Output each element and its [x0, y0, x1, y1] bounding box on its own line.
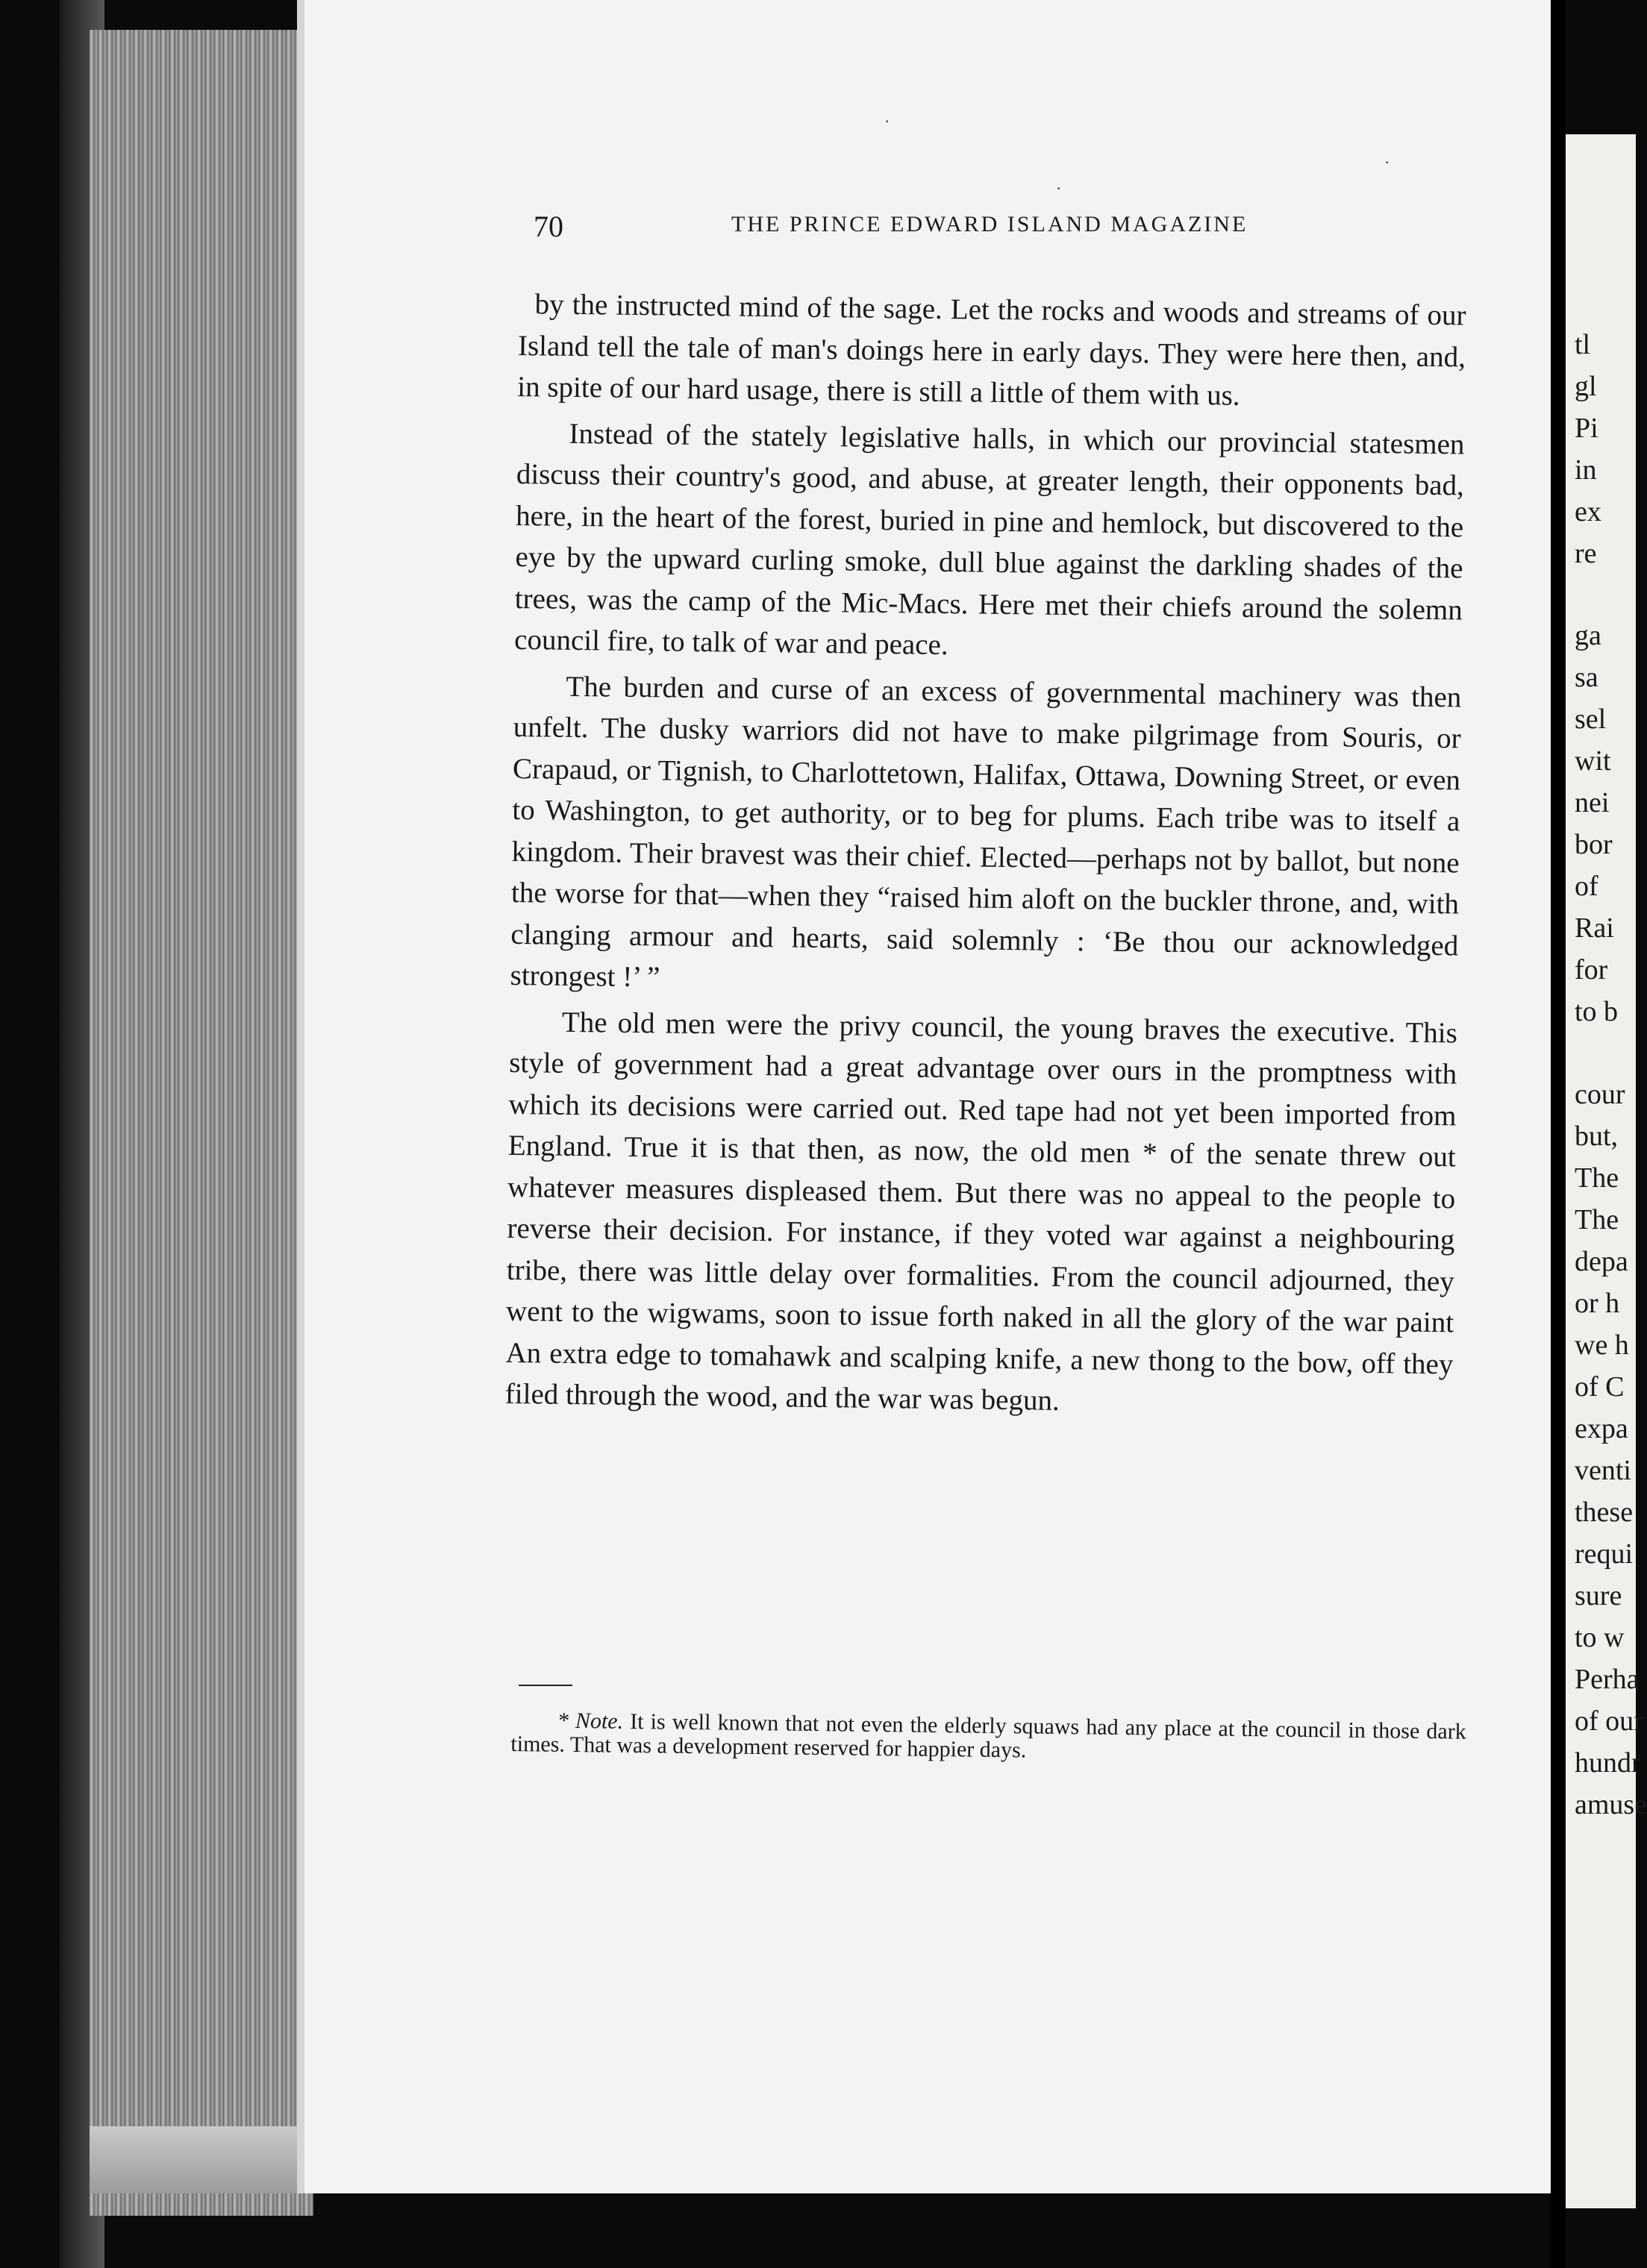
- right-fragment: bor: [1575, 829, 1613, 860]
- right-fragment: re: [1575, 538, 1597, 569]
- right-fragment: of: [1575, 871, 1598, 902]
- paragraph-1: by the instructed mind of the sage. Let the rocks and woods and streams of our Island tell the tale of man's doings here in early days. They were here then, and, in spite of our hard usage, there is still a little of them with us.: [517, 288, 1466, 412]
- right-fragment: hundr: [1575, 1747, 1641, 1779]
- right-fragment: of our: [1575, 1705, 1643, 1737]
- right-fragment: Perha: [1575, 1664, 1640, 1695]
- right-fragment: tl: [1575, 329, 1591, 360]
- right-fragment: sa: [1575, 662, 1598, 693]
- page-number: 70: [534, 210, 563, 243]
- right-fragment: Pi: [1575, 413, 1598, 444]
- right-fragment: expa: [1575, 1413, 1628, 1444]
- right-page-text: [1575, 0, 1647, 2268]
- right-fragment: The: [1575, 1162, 1619, 1194]
- paragraph-4: The old men were the privy council, the young braves the executive. This style of government had a great advantage over ours in the promptness with which its decisions were carried out. Red tape had not yet been imported from England. True it is that then, as now, the old men * of the senate threw out whatever measures displeased them. But there was no appeal to the people to reverse their decision. For instance, if they voted war against a neighbouring tribe, there was little delay over formalities. From the council adjourned, they went to the wigwams, soon to issue forth naked in all the glory of the war paint An extra edge to tomahawk and scalping knife, a new thong to the bow, off they filed through the wood, and the war was begun.: [504, 1006, 1458, 1417]
- right-fragment: ex: [1575, 496, 1601, 527]
- body-text: [504, 284, 1466, 1431]
- right-fragment: of C: [1575, 1371, 1625, 1403]
- right-fragment: sel: [1575, 704, 1607, 735]
- right-fragment: these: [1575, 1497, 1634, 1528]
- right-fragment: to w: [1575, 1622, 1625, 1653]
- right-fragment: but,: [1575, 1121, 1619, 1152]
- right-fragment: gl: [1575, 371, 1597, 402]
- right-fragment: amuse: [1575, 1789, 1647, 1820]
- footnote-text: It is well known that not even the elderly squaws had any place at the council in those dark times. That was a development reserved for happier days.: [510, 1708, 1466, 1763]
- right-fragment: in: [1575, 454, 1597, 486]
- paragraph-2: Instead of the stately legislative halls, in which our provincial statesmen discuss their country's good, and abuse, at greater length, their opponents bad, here, in the heart of the forest, buried in pine and hemlock, but discovered to the eye by the upward curling smoke, dull blue against the darkling shades of the trees, was the camp of the Mic-Macs. Here met their chiefs around the solemn council fire, to talk of war and peace.: [513, 417, 1465, 662]
- right-fragment: cour: [1575, 1079, 1625, 1110]
- right-fragment: depa: [1575, 1246, 1628, 1277]
- right-fragment: requi: [1575, 1538, 1634, 1570]
- right-fragment: for: [1575, 954, 1608, 986]
- right-fragment: we h: [1575, 1329, 1629, 1361]
- right-fragment: or h: [1575, 1288, 1620, 1319]
- footnote-marker: * Note.: [557, 1708, 624, 1734]
- right-fragment: Rai: [1575, 912, 1614, 944]
- book-gutter: [1551, 0, 1566, 2268]
- right-fragment: wit: [1575, 745, 1611, 777]
- ink-speck: ·: [1056, 179, 1062, 198]
- paragraph-3: The burden and curse of an excess of governmental machinery was then unfelt. The dusky warriors did not have to make pilgrimage from Souris, or Crapaud, or Tignish, to Charlottetown, Halifax, Ottawa, Downing Street, or even to Washington, to get authority, or to beg for plums. Each tribe was to itself a kingdom. Their bravest was their chief. Elected—perhaps not by ballot, but none the worse for that—when they “raised him aloft on the buckler throne, and, with clanging armour and hearts, said solemnly : ‘Be thou our acknowledged strongest !’ ”: [510, 670, 1462, 994]
- footnote-rule: [519, 1685, 572, 1686]
- magazine-title: THE PRINCE EDWARD ISLAND MAGAZINE: [731, 212, 1248, 236]
- right-fragment: ga: [1575, 620, 1601, 651]
- running-head: [534, 209, 1459, 246]
- right-fragment: to b: [1575, 996, 1619, 1027]
- right-fragment: sure: [1575, 1580, 1622, 1611]
- right-fragment: nei: [1575, 787, 1610, 818]
- ink-speck: ·: [1384, 153, 1390, 172]
- ink-speck: ·: [884, 112, 890, 131]
- right-fragment: venti: [1575, 1455, 1631, 1486]
- right-fragment: The: [1575, 1204, 1619, 1235]
- page-edges: [90, 30, 313, 2216]
